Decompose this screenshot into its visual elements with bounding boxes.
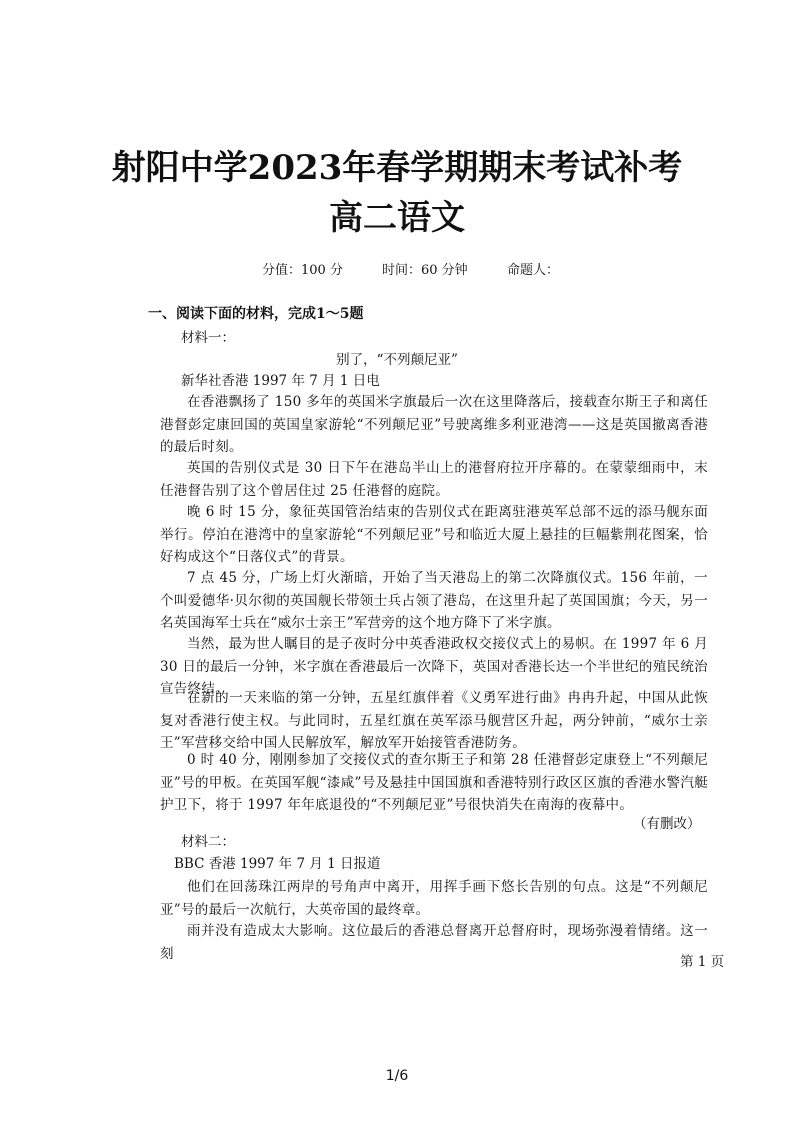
score-info: 分值：100 分 [262,263,343,278]
time-info: 时间：60 分钟 [382,263,468,278]
subject-title: 高二语文 [329,198,465,238]
material-two-paragraph: 他们在回荡珠江两岸的号角声中离开，用挥手画下悠长告别的句点。这是“不列颠尼亚”号的最后一次航行，大英帝国的最终章。 [160,879,708,918]
material-one-paragraph: 晚 6 时 15 分，象征英国管治结束的告别仪式在距离驻港英军总部不远的添马舰东面举行。停泊在港湾中的皇家游轮“不列颠尼亚”号和临近大厦上悬挂的巨幅紫荆花图案，恰好构成这个“日落仪式”的背景。 [160,504,708,565]
material-two-label: 材料二： [181,834,235,850]
material-one-label: 材料一： [181,330,235,346]
material-one-paragraph: 在香港飘扬了 150 多年的英国米字旗最后一次在这里降落后，接载查尔斯王子和离任港督彭定康回国的英国皇家游轮“不列颠尼亚”号驶离维多利亚港湾——这是英国撤离香港的最后时刻。 [160,394,708,455]
section-heading: 一、阅读下面的材料，完成1～5题 [148,306,364,322]
author-info: 命题人： [507,263,560,278]
article-title: 别了，“不列颠尼亚” [336,352,458,368]
material-two-dateline: BBC 香港 1997 年 7 月 1 日报道 [174,856,381,872]
material-two-paragraph: 雨并没有造成太大影响。这位最后的香港总督离开总督府时，现场弥漫着情绪。这一刻 [160,923,708,962]
page-number: 第 1 页 [680,954,725,970]
material-one-paragraph: 7 点 45 分，广场上灯火渐暗，开始了当天港岛上的第二次降旗仪式。156 年前，一个叫爱德华·贝尔彻的英国舰长带领士兵占领了港岛，在这里升起了英国国旗；今天，另一名英国海军士兵在“威尔士亲王”军营旁的这个地方降下了米字旗。 [160,570,708,631]
material-one-paragraph: 在新的一天来临的第一分钟，五星红旗伴着《义勇军进行曲》冉冉升起，中国从此恢复对香港行使主权。与此同时，五星红旗在英军添马舰营区升起，两分钟前，“威尔士亲王”军营移交给中国人民解放军，解放军开始接管香港防务。 [160,690,708,751]
source-note: （有删改） [633,816,701,832]
material-one-paragraph: 英国的告别仪式是 30 日下午在港岛半山上的港督府拉开序幕的。在蒙蒙细雨中，末任港督告别了这个曾居住过 25 任港督的庭院。 [160,460,708,499]
page-counter: 1/6 [385,1068,409,1084]
material-one-paragraph: 0 时 40 分，刚刚参加了交接仪式的查尔斯王子和第 28 任港督彭定康登上“不列颠尼亚”号的甲板。在英国军舰“漆咸”号及悬挂中国国旗和香港特别行政区区旗的香港水警汽艇护卫下，将于 1997 年年底退役的“不列颠尼亚”号很快消失在南海的夜幕中。 [160,752,708,813]
material-one-paragraph: 当然，最为世人瞩目的是子夜时分中英香港政权交接仪式上的易帜。在 1997 年 6 月 30 日的最后一分钟，米字旗在香港最后一次降下，英国对香港长达一个半世纪的殖民统治宣告终结。 [160,636,708,697]
exam-title: 射阳中学2023年春学期期末考试补考 [111,148,683,188]
material-one-dateline: 新华社香港 1997 年 7 月 1 日电 [181,373,380,389]
